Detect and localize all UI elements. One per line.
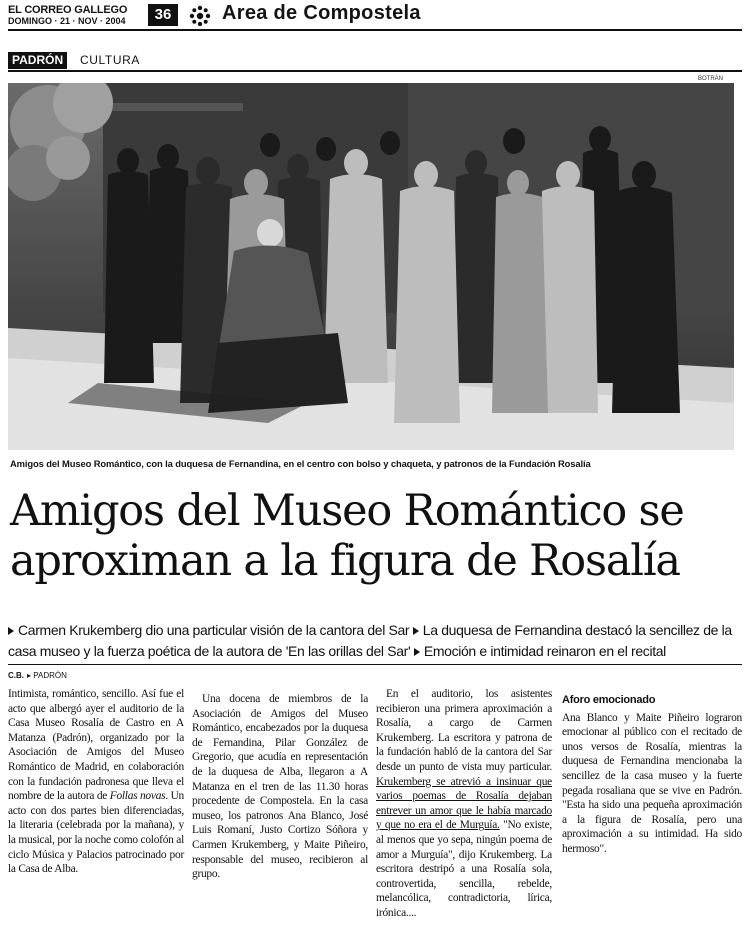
section-title: Area de Compostela bbox=[222, 2, 421, 24]
location-bar bbox=[8, 52, 742, 72]
photo-credit: BOTRÁN bbox=[698, 76, 724, 82]
byline-place: PADRÓN bbox=[33, 671, 67, 680]
deck bbox=[8, 620, 742, 662]
location-label: PADRÓN bbox=[8, 52, 67, 69]
pen-marked-text: Krukemberg se atrevió a insinuar que varios poemas de Rosalía dejaban entrever un amor que le había marcado y que no era el de Murguía. bbox=[376, 775, 552, 832]
article-paragraph bbox=[376, 687, 552, 921]
article-paragraph: Una docena de miembros de la Asociación de Amigos del Museo Romántico, encabezados por la duquesa de Fernandina, Pilar González de Gregorio, que acudía en representación de la duquesa de Alba, llegaron a A Matanza en el tren de las 11.30 horas procedente de Compostela. En la casa museo, los patronos Ana Blanco, José Luis Romaní, Justo Cortizo Sóñora y Carmen Krukemberg, y Maite Piñeiro, responsable del museo, recibieron al grupo. bbox=[192, 693, 368, 881]
article-column-3 bbox=[376, 687, 552, 927]
deck-item-2: La duquesa de Fernandina destacó la sencillez de la casa museo y la fuerza poética de la autora de 'En las orillas del Sar' bbox=[8, 622, 732, 659]
subheading: Aforo emocionado bbox=[562, 694, 656, 706]
article-paragraph: Ana Blanco y Maite Piñeiro lograron emocionar al público con el recitado de unos versos de Rosalía, mientras la duquesa de Fernandina mencionaba la sencillez de la casa museo y la fuerte pegada rosaliana que se vive en Padrón. "Esta ha sido una pequeña aproximación a la figura de Rosalía, pero una aproximación a su intimidad. Ha sido hermoso". bbox=[562, 711, 742, 855]
byline-author: C.B. bbox=[8, 671, 24, 680]
masthead-rule bbox=[8, 29, 742, 31]
article-column-1 bbox=[8, 687, 184, 883]
article-paragraph bbox=[8, 687, 184, 877]
subsection-label: CULTURA bbox=[80, 53, 140, 67]
paragraph-text: "No existe, al menos que yo sepa, ningún poema de amor a Murguía", dijo Krukemberg. La escritora destripó a una Rosalía sola, controvertida, sencilla, rebelde, melancólica, contradictoria, lírica, irónica.... bbox=[376, 819, 552, 919]
page-number: 36 bbox=[148, 4, 178, 26]
book-title: Follas novas bbox=[109, 790, 166, 803]
deck-item-1: Carmen Krukemberg dio una particular visión de la cantora del Sar bbox=[18, 622, 410, 638]
deck-rule bbox=[8, 664, 742, 665]
paragraph-text: En el auditorio, los asistentes recibieron una primera aproximación a Rosalía, a cargo de Carmen Krukemberg. La escritora y patrona de la fundación habló de la cantora del Sar desde un punto de vista muy particular. bbox=[376, 688, 552, 773]
article-column-4 bbox=[562, 687, 742, 863]
issue-date: DOMINGO · 21 · NOV · 2004 bbox=[8, 16, 126, 26]
article-column-2 bbox=[192, 692, 368, 888]
bullet-triangle-icon bbox=[414, 648, 420, 656]
paragraph-text: . Un acto con dos partes bien diferenciadas, la literaria (celebrada por la mañana), y la musical, por la noche como colofón al ciclo Música y Palacios patrocinado por la Casa de Alba. bbox=[8, 790, 184, 876]
newspaper-name: EL CORREO GALLEGO bbox=[8, 4, 128, 16]
paragraph-text: Intimista, romántico, sencillo. Así fue el acto que albergó ayer el auditorio de la Casa Museo Rosalía de Castro en A Matanza (Padrón), organizado por la Asociación de Amigos del Museo Romántico de Madrid, en colaboración con la fundación padronesa que lleva el nombre de la autora de bbox=[8, 688, 184, 803]
group-photo bbox=[8, 83, 734, 450]
photo-caption: Amigos del Museo Romántico, con la duquesa de Fernandina, en el centro con bolso y chaqueta, y patronos de la Fundación Rosalía bbox=[10, 458, 591, 469]
masthead bbox=[8, 4, 742, 32]
byline: C.B. ▸ PADRÓN bbox=[8, 671, 67, 680]
deck-item-3: Emoción e intimidad reinaron en el recital bbox=[423, 643, 666, 659]
bullet-triangle-icon bbox=[413, 627, 419, 635]
bullet-triangle-icon bbox=[8, 627, 14, 635]
sun-rosette-icon bbox=[188, 5, 212, 27]
headline: Amigos del Museo Romántico se aproximan a la figura de Rosalía bbox=[10, 486, 684, 586]
